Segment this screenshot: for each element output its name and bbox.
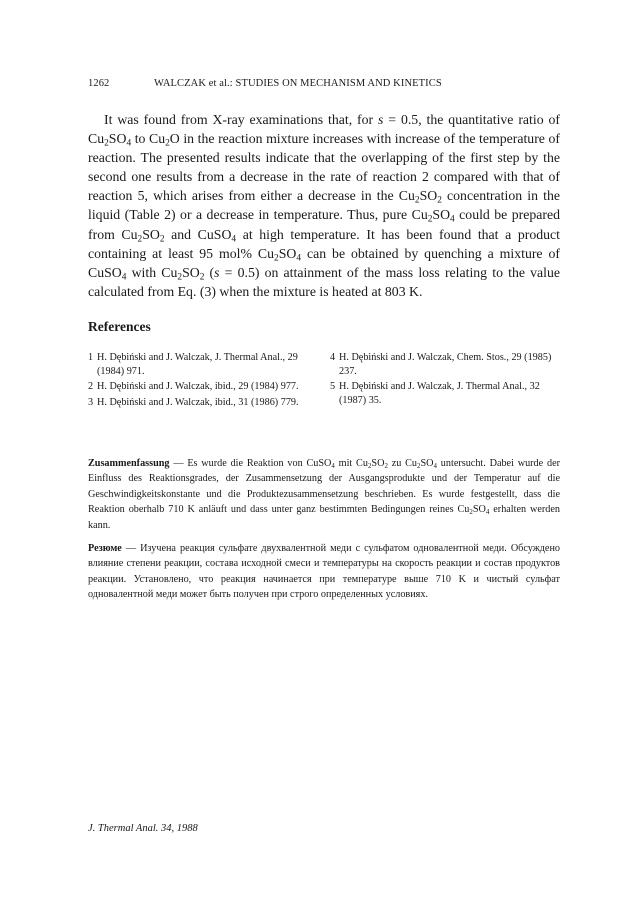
running-header — [88, 78, 558, 89]
text-run: SO — [432, 207, 451, 223]
reference-column-left — [88, 351, 318, 411]
italic-variable: s — [378, 112, 384, 127]
reference-item — [88, 351, 318, 378]
reference-column-right — [330, 351, 560, 411]
text-run: at high temperature. It has been found that a product containing at least 95 mol% Cu — [88, 226, 560, 261]
italic-variable: s — [214, 264, 220, 280]
text-run: and CuSO — [164, 226, 232, 242]
subscript: 2 — [437, 196, 442, 206]
text-run: to Cu — [131, 131, 166, 147]
subscript: 2 — [427, 215, 433, 226]
reference-number: 5 — [330, 381, 336, 393]
text-run: O in the reaction mixture increases with increase of the temperature of reaction. The presented results indicate that the overlapping of the first step by the second one results from a decrease in the rate of reaction 2 compared with that of reaction 5, which arises from either a decrease in the Cu — [88, 131, 560, 204]
text-run: SO — [371, 458, 385, 469]
subscript: 2 — [199, 272, 205, 283]
subscript: 2 — [165, 138, 170, 149]
text-run: untersucht. Dabei wurde der Einfluss des Reaktionsgrades, der Zusammensetzung der Ausgangsprodukte und der Temperatur auf die Geschwindigkeitskonstante und die Produktezusammensetzung beschrieben. Es wurde festgestellt, dass die Reaktion oberhalb 710 K anläuft und dass unter ganz bestimmten Bedingungen reines Cu — [88, 458, 560, 516]
reference-list — [88, 351, 560, 411]
text-run: ( — [204, 264, 215, 280]
reference-number: 2 — [88, 381, 94, 393]
text-run: SO — [419, 188, 438, 204]
text-run: — Es wurde die Reaktion von CuSO — [169, 458, 332, 469]
text-run: = 0.5) on attainment of the mass loss relating to the value calculated from Eq. (3) when the mixture is heated at 803 K. — [88, 264, 560, 299]
reference-item — [88, 396, 318, 410]
reference-number: 4 — [330, 352, 336, 363]
text-run: SO — [278, 245, 297, 261]
subscript: 2 — [384, 462, 388, 470]
text-run: concentration in the liquid (Table 2) or a decrease in temperature. Thus, pure Cu — [88, 188, 560, 223]
abstract-german — [88, 456, 560, 533]
text-run: erhalten werden kann. — [88, 504, 560, 531]
reference-text: H. Dębiński and J. Walczak, ibid., 31 (1986) 779. — [97, 396, 299, 408]
subscript: 4 — [296, 253, 302, 264]
reference-text: H. Dębiński and J. Walczak, Chem. Stos., 29 (1985) 237. — [339, 352, 552, 377]
subscript: 4 — [331, 462, 335, 470]
subscript: 2 — [367, 462, 372, 470]
subscript: 2 — [414, 196, 420, 206]
journal-footer: J. Thermal Anal. 34, 1988 — [88, 823, 198, 834]
reference-text: H. Dębiński and J. Walczak, ibid., 29 (1984) 977. — [97, 381, 299, 393]
subscript: 2 — [159, 234, 165, 245]
reference-number: 3 — [88, 396, 94, 408]
body-paragraph — [88, 110, 560, 301]
subscript: 4 — [231, 234, 237, 245]
abstract-lead: Zusammenfassung — [88, 458, 170, 469]
text-run: SO — [108, 131, 127, 147]
subscript: 2 — [417, 462, 421, 470]
reference-text: H. Dębiński and J. Walczak, J. Thermal Anal., 29 (1984) 971. — [97, 352, 298, 377]
references-heading: References — [88, 319, 151, 334]
text-run: mit Cu — [334, 458, 368, 469]
text-run: SO — [142, 226, 160, 242]
page-number: 1262 — [88, 78, 110, 89]
text-run: SO — [472, 504, 486, 516]
reference-item — [88, 380, 318, 394]
subscript: 2 — [469, 509, 473, 517]
subscript: 2 — [137, 234, 143, 245]
text-run: = 0.5, the quantitative ratio of Cu — [88, 112, 560, 147]
text-run: with Cu — [126, 264, 178, 280]
reference-item — [330, 351, 560, 378]
subscript: 2 — [104, 138, 109, 149]
subscript: 2 — [177, 272, 183, 283]
body-text — [88, 110, 560, 301]
subscript: 4 — [450, 215, 455, 226]
reference-text: H. Dębiński and J. Walczak, J. Thermal Anal., 32 (1987) 35. — [339, 381, 540, 406]
text-run: can be obtained by quenching a mixture of CuSO — [88, 245, 560, 280]
text-run: SO — [182, 264, 200, 280]
text-run: — Изучена реакция сульфате двухвалентной меди с сульфатом одновалентной меди. Обсуждено влияние степени реакции, состава исходной смеси и температуры на скорость реакции и состав продуктов реакции. Установлено, что реакция начинается при температуре выше 710 K и чистый сульфат одновалентной меди может быть получен при строго определенных условиях. — [88, 543, 560, 601]
subscript: 4 — [121, 272, 127, 283]
reference-item — [330, 380, 560, 407]
text-run: SO — [420, 458, 434, 469]
running-title: WALCZAK et al.: STUDIES ON MECHANISM AND KINETICS — [154, 78, 442, 89]
abstract-russian — [88, 541, 560, 603]
text-run: could be prepared from Cu — [88, 207, 560, 242]
subscript: 4 — [126, 138, 132, 149]
reference-number: 1 — [88, 352, 94, 363]
subscript: 4 — [485, 509, 490, 517]
abstract-lead: Резюме — [88, 543, 122, 554]
subscript: 4 — [433, 462, 437, 470]
text-run: zu Cu — [387, 458, 418, 469]
text-run: It was found from X-ray examinations that, for — [104, 112, 379, 127]
subscript: 2 — [274, 253, 279, 264]
